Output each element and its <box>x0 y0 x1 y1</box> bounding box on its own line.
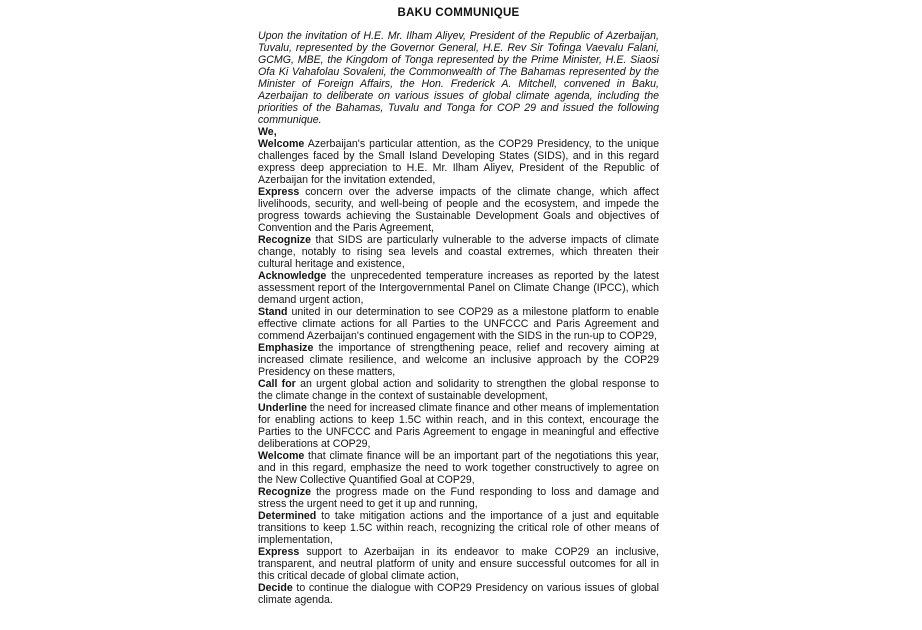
paragraph-text: support to Azerbaijan in its endeavor to make COP29 an inclusive, transparent, and neutral platform of unity and ensure successful outcomes for all in this critical decade of global climate action, <box>258 546 659 582</box>
document-title: BAKU COMMUNIQUE <box>397 7 520 19</box>
communique-paragraph <box>258 234 659 270</box>
paragraph-lead: Recognize <box>258 234 311 246</box>
communique-paragraph <box>258 138 659 186</box>
communique-paragraph <box>258 510 659 546</box>
communique-paragraph <box>258 450 659 486</box>
paragraph-lead: Decide <box>258 582 293 594</box>
paragraph-text: Azerbaijan's particular attention, as the COP29 Presidency, to the unique challenges faced by the Small Island Developing States (SIDS), and in this regard express deep appreciation to H.E. Mr. Ilham Aliyev, President of the Republic of Azerbaijan for the invitation extended, <box>258 138 659 186</box>
paragraph-lead: Stand <box>258 306 288 318</box>
paragraph-text: the progress made on the Fund responding to loss and damage and stress the urgent need to get it up and running, <box>258 486 659 510</box>
communique-paragraph <box>258 546 659 582</box>
paragraph-text: an urgent global action and solidarity to strengthen the global response to the climate change in the context of sustainable development, <box>258 378 659 402</box>
paragraph-lead: Welcome <box>258 138 305 150</box>
paragraph-text: concern over the adverse impacts of the climate change, which affect livelihoods, security, and well-being of people and the ecosystem, and impede the progress towards achieving the Sustainable Development Goals and objectives of Convention and the Paris Agreement, <box>258 186 659 234</box>
paragraph-text: the importance of strengthening peace, relief and recovery aiming at increased climate resilience, and welcome an inclusive approach by the COP29 Presidency on these matters, <box>258 342 659 378</box>
paragraph-lead: Determined <box>258 510 317 522</box>
communique-paragraph <box>258 342 659 378</box>
paragraph-list <box>258 138 659 606</box>
paragraph-lead: Emphasize <box>258 342 314 354</box>
intro-paragraph: Upon the invitation of H.E. Mr. Ilham Aliyev, President of the Republic of Azerbaijan, Tuvalu, represented by the Governor General, H.E. Rev Sir Tofinga Vaevalu Falani, GCMG, MBE, the Kingdom of Tonga represented by the Prime Minister, H.E. Siaosi Ofa Ki Vahafolau Sovaleni, the Commonwealth of The Bahamas represented by the Minister of Foreign Affairs, the Hon. Frederick A. Mitchell, convened in Baku, Azerbaijan to deliberate on various issues of global climate agenda, including the priorities of the Bahamas, Tuvalu and Tonga for COP 29 and issued the following communique. <box>258 30 659 126</box>
communique-paragraph <box>258 402 659 450</box>
communique-paragraph <box>258 378 659 402</box>
paragraph-lead: Welcome <box>258 450 305 462</box>
paragraph-text: the need for increased climate finance and other means of implementation for enabling actions to keep 1.5C within reach, and in this context, encourage the Parties to the UNFCCC and Paris Agreement to engage in meaningful and effective deliberations at COP29, <box>258 402 659 450</box>
paragraph-text: to take mitigation actions and the importance of a just and equitable transitions to keep 1.5C within reach, recognizing the critical role of other means of implementation, <box>258 510 659 546</box>
communique-paragraph <box>258 186 659 234</box>
paragraph-text: united in our determination to see COP29 as a milestone platform to enable effective climate actions for all Parties to the UNFCCC and Paris Agreement and commend Azerbaijan's continued engagement with the SIDS in the run-up to COP29, <box>258 306 659 342</box>
communique-paragraph <box>258 486 659 510</box>
paragraph-lead: Underline <box>258 402 307 414</box>
paragraph-text: that climate finance will be an important part of the negotiations this year, and in this regard, emphasize the need to work together constructively to agree on the New Collective Quantified Goal at COP29, <box>258 450 659 486</box>
paragraph-lead: Call for <box>258 378 296 390</box>
paragraph-lead: Express <box>258 546 300 558</box>
paragraph-lead: Express <box>258 186 300 198</box>
paragraph-lead: Acknowledge <box>258 270 327 282</box>
document-body <box>258 30 659 606</box>
communique-paragraph <box>258 270 659 306</box>
paragraph-text: that SIDS are particularly vulnerable to the adverse impacts of climate change, notably to rising sea levels and coastal extremes, which threaten their cultural heritage and existence, <box>258 234 659 270</box>
communique-paragraph <box>258 306 659 342</box>
paragraph-lead: Recognize <box>258 486 311 498</box>
document-content <box>258 7 659 606</box>
paragraph-text: to continue the dialogue with COP29 Presidency on various issues of global climate agenda. <box>258 582 659 606</box>
salutation: We, <box>258 126 277 138</box>
communique-paragraph <box>258 582 659 606</box>
paragraph-text: the unprecedented temperature increases as reported by the latest assessment report of the Intergovernmental Panel on Climate Change (IPCC), which demand urgent action, <box>258 270 659 306</box>
